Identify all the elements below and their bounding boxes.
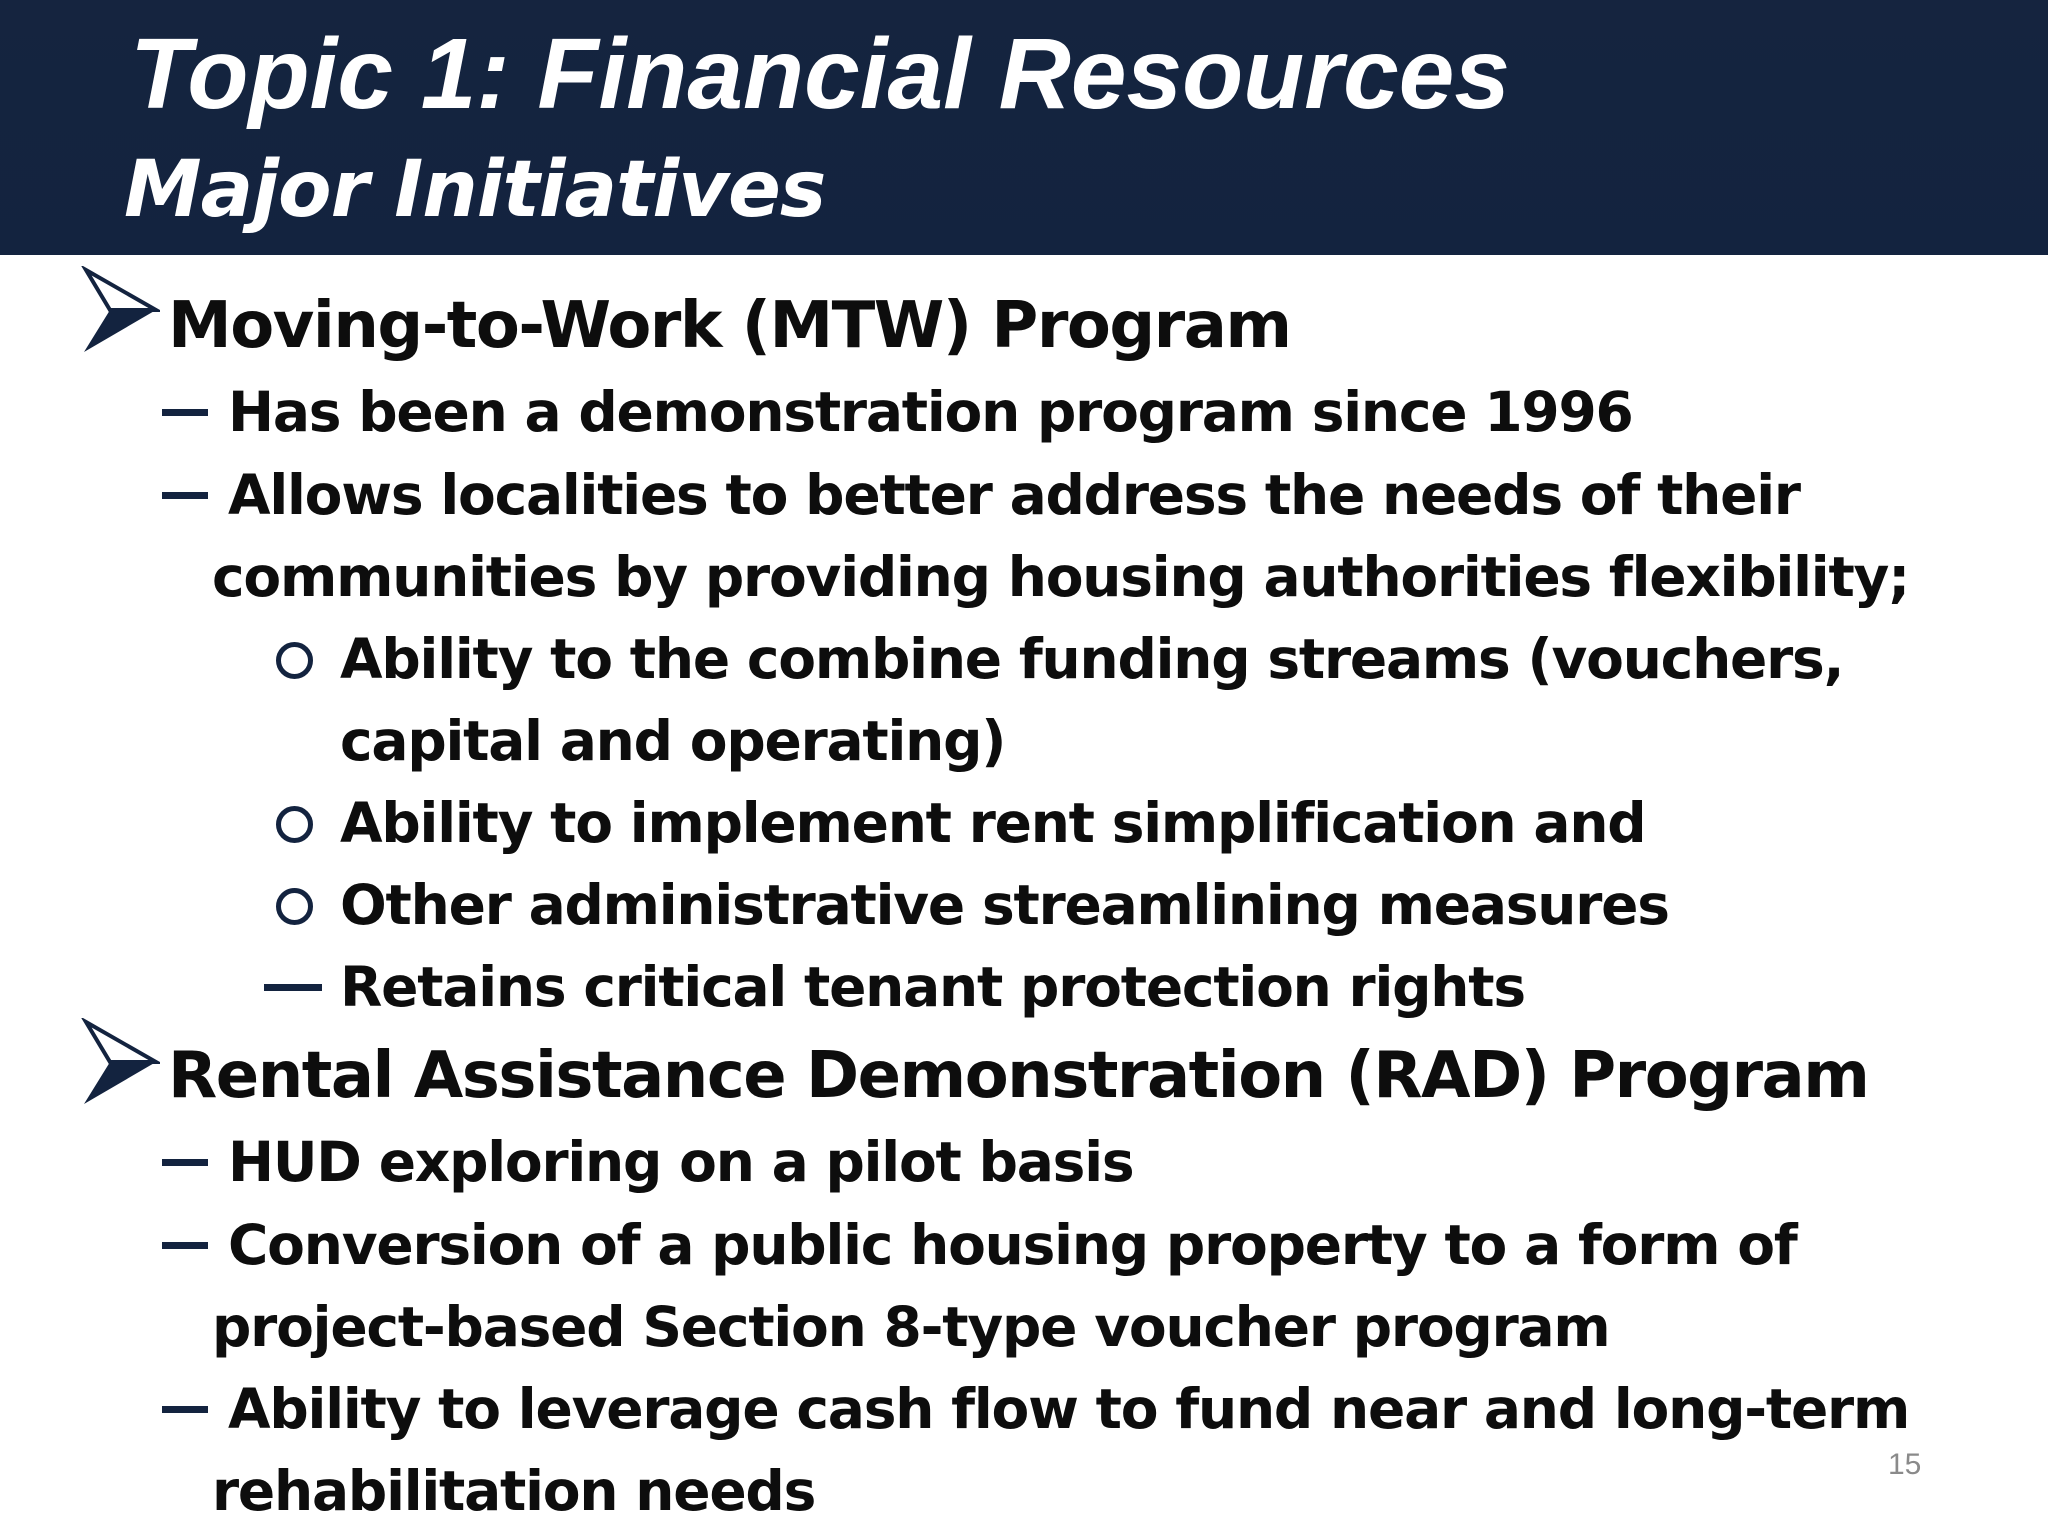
bullet-text-continued: rehabilitation needs — [212, 1459, 816, 1523]
sub-bullet-text: Other administrative streamlining measures — [340, 873, 1669, 937]
sub-bullet-text-continued: capital and operating) — [340, 709, 1006, 773]
dash-bullet-icon — [162, 409, 208, 416]
section-heading-rad: Rental Assistance Demonstration (RAD) Program — [168, 1039, 1869, 1113]
slide-title: Topic 1: Financial Resources — [130, 18, 1511, 130]
page-number: 15 — [1888, 1448, 1922, 1481]
circle-bullet-icon — [276, 888, 313, 925]
bullet-text-continued: project-based Section 8-type voucher program — [212, 1295, 1610, 1359]
dash-bullet-icon — [162, 1406, 208, 1413]
dash-bullet-icon — [162, 1159, 208, 1166]
arrow-bullet-icon — [80, 1018, 160, 1108]
bullet-text: Retains critical tenant protection rights — [340, 955, 1525, 1019]
circle-bullet-icon — [276, 806, 313, 843]
dash-bullet-icon — [162, 492, 208, 499]
dash-bullet-icon — [162, 1242, 208, 1249]
bullet-text: Conversion of a public housing property to a form of — [228, 1213, 1797, 1277]
bullet-text: Allows localities to better address the needs of their — [228, 463, 1800, 527]
section-heading-mtw: Moving-to-Work (MTW) Program — [168, 289, 1291, 363]
sub-bullet-text: Ability to implement rent simplification and — [340, 791, 1646, 855]
bullet-text-continued: communities by providing housing authorities flexibility; — [212, 545, 1909, 609]
dash-bullet-icon — [264, 984, 322, 991]
bullet-text: HUD exploring on a pilot basis — [228, 1130, 1134, 1194]
arrow-bullet-icon — [80, 266, 160, 356]
slide-header — [0, 0, 2048, 255]
sub-bullet-text: Ability to the combine funding streams (vouchers, — [340, 627, 1844, 691]
circle-bullet-icon — [276, 642, 313, 679]
bullet-text: Ability to leverage cash flow to fund near and long-term — [228, 1377, 1910, 1441]
bullet-text: Has been a demonstration program since 1996 — [228, 380, 1633, 444]
slide-subtitle: Major Initiatives — [124, 145, 826, 235]
